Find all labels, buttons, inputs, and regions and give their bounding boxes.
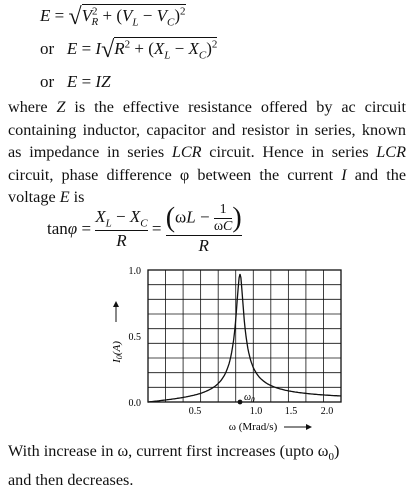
y-axis-label: I0(A) [111, 341, 124, 363]
equation-emf-reactance: or $E = I√R^2 + (X_L - X_C)^2$ [40, 37, 218, 63]
y-tick-1-0: 1.0 [128, 266, 141, 277]
x-tick-0-5: 0.5 [188, 406, 202, 417]
current-curve [148, 274, 341, 402]
resonance-marker [238, 400, 243, 405]
x-tick-1-5: 1.5 [284, 406, 298, 417]
conclusion-text: With increase in ω, current first increases (upto $\omega_0$) and then decreases. [8, 442, 340, 489]
x-tick-2-0: 2.0 [320, 406, 334, 417]
chart-grid [148, 270, 341, 402]
y-axis-arrowhead [113, 301, 119, 307]
resonance-curve-chart [0, 262, 409, 440]
equation-emf-impedance: or E = IZ [40, 72, 111, 91]
plot-frame [148, 270, 341, 402]
x-axis-arrowhead [306, 424, 312, 430]
x-axis-label: ω (Mrad/s) [228, 421, 278, 433]
y-tick-0-5: 0.5 [128, 332, 141, 343]
y-tick-0-0: 0.0 [128, 398, 141, 409]
impedance-paragraph: where Z is the effective resistance offered by ac circuit containing inductor, capacitor and resistor in series, known as impedance in series LCR circuit. Hence in series LCR circuit, phase difference φ between the current I and the voltage E is [8, 98, 407, 206]
equation-emf-voltages: $E = √V^2_R + (V_L - V_C)^2$ [40, 4, 186, 30]
x-tick-1-0: 1.0 [249, 406, 263, 417]
phase-difference-equation: tanφ = $\frac{X_L - X_C}{R}$ = (ωL − $\frac{1}{\omega C}$ ) R [47, 202, 242, 255]
omega-zero-label: $\omega_0$ [244, 392, 255, 404]
